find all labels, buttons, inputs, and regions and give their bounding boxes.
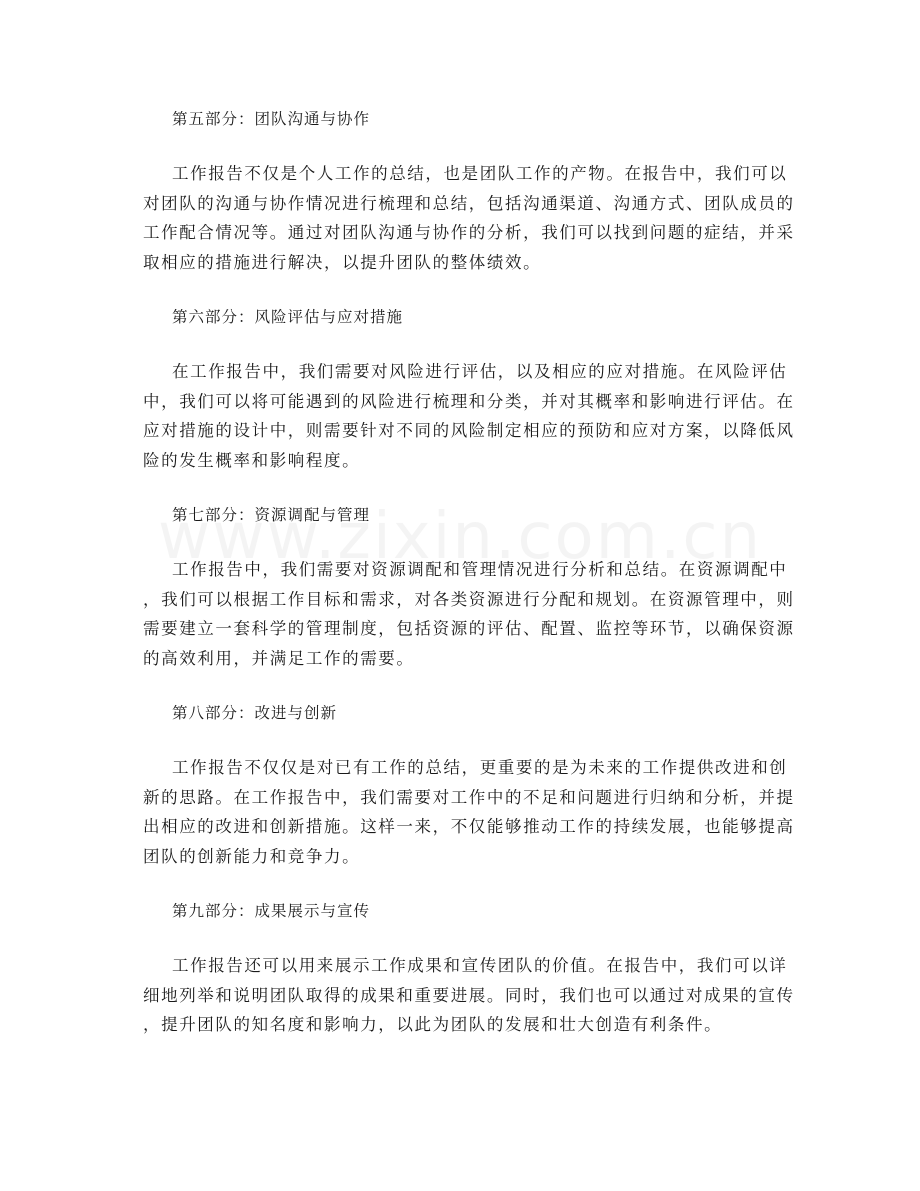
paragraph-line: 工作报告还可以用来展示工作成果和宣传团队的价值。在报告中，我们可以详 xyxy=(172,956,788,975)
paragraph-line: 需要建立一套科学的管理制度，包括资源的评估、配置、监控等环节，以确保资源 xyxy=(143,619,795,638)
paragraph-line: 中，我们可以将可能遇到的风险进行梳理和分类，并对其概率和影响进行评估。在 xyxy=(143,391,795,411)
section-9 xyxy=(0,897,920,1040)
paragraph-line: 险的发生概率和影响程度。 xyxy=(143,450,361,470)
paragraph-line: 工作报告中，我们需要对资源调配和管理情况进行分析和总结。在资源调配中 xyxy=(172,560,788,579)
paragraph-line: 工作配合情况等。通过对团队沟通与协作的分析，我们可以找到问题的症结，并采 xyxy=(143,223,795,242)
section-8 xyxy=(0,699,920,871)
section-paragraph xyxy=(0,357,920,475)
paragraph-line: 的高效利用，并满足工作的需要。 xyxy=(143,648,415,668)
paragraph-line: 细地列举和说明团队取得的成果和重要进展。同时，我们也可以通过对成果的宣传 xyxy=(143,985,795,1005)
paragraph-line: 取相应的措施进行解决，以提升团队的整体绩效。 xyxy=(143,252,542,272)
paragraph-line: 团队的创新能力和竞争力。 xyxy=(143,846,361,866)
paragraph-line: 新的思路。在工作报告中，我们需要对工作中的不足和问题进行归纳和分析，并提 xyxy=(143,787,795,807)
section-6 xyxy=(0,303,920,475)
section-paragraph xyxy=(0,159,920,277)
paragraph-line: 工作报告不仅仅是对已有工作的总结，更重要的是为未来的工作提供改进和创 xyxy=(172,758,788,777)
paragraph-line: 工作报告不仅是个人工作的总结，也是团队工作的产物。在报告中，我们可以 xyxy=(172,164,788,183)
section-heading: 第七部分：资源调配与管理 xyxy=(172,506,371,524)
paragraph-line: 在工作报告中，我们需要对风险进行评估，以及相应的应对措施。在风险评估 xyxy=(172,362,788,381)
section-heading: 第五部分：团队沟通与协作 xyxy=(172,110,371,128)
paragraph-line: 应对措施的设计中，则需要针对不同的风险制定相应的预防和应对方案，以降低风 xyxy=(143,421,795,440)
paragraph-line: 对团队的沟通与协作情况进行梳理和总结，包括沟通渠道、沟通方式、团队成员的 xyxy=(143,193,795,213)
paragraph-line: 出相应的改进和创新措施。这样一来，不仅能够推动工作的持续发展，也能够提高 xyxy=(143,817,795,836)
section-5 xyxy=(0,105,920,277)
section-heading: 第八部分：改进与创新 xyxy=(172,704,338,722)
section-heading: 第六部分：风险评估与应对措施 xyxy=(172,308,404,326)
section-paragraph xyxy=(0,555,920,673)
paragraph-line: ，我们可以根据工作目标和需求，对各类资源进行分配和规划。在资源管理中，则 xyxy=(143,589,795,609)
section-heading: 第九部分：成果展示与宣传 xyxy=(172,902,371,920)
section-paragraph xyxy=(0,753,920,871)
document-body xyxy=(0,105,920,1066)
section-7 xyxy=(0,501,920,673)
paragraph-line: ，提升团队的知名度和影响力，以此为团队的发展和壮大创造有利条件。 xyxy=(143,1015,723,1034)
section-paragraph xyxy=(0,951,920,1040)
